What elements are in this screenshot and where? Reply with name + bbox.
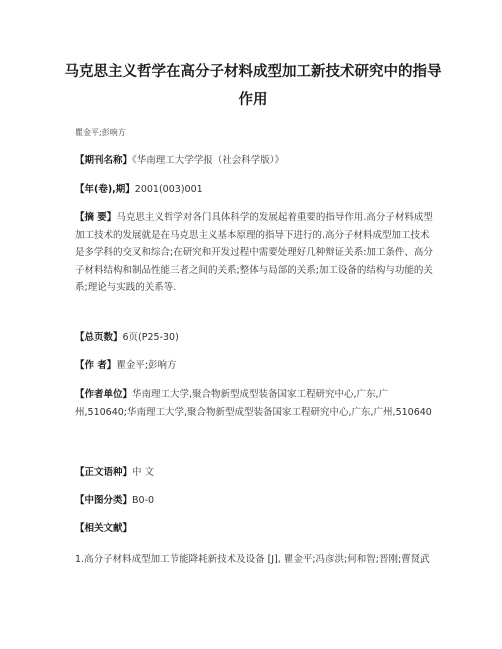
year-value: 2001(003)001 xyxy=(134,184,203,195)
affiliation-label: 【作者单位】 xyxy=(75,389,133,400)
affiliation-value: 华南理工大学,聚合物新型成型装备国家工程研究中心,广东,广州,510640;华南理工大学,聚合物新型成型装备国家工程研究中心,广东,广州,510640 xyxy=(75,389,432,418)
abstract-label: 【摘 要】 xyxy=(75,212,117,223)
year-field xyxy=(75,181,435,199)
authors-value: 瞿金平;彭响方 xyxy=(116,360,177,371)
pages-label: 【总页数】 xyxy=(75,332,123,343)
affiliation-field xyxy=(75,386,435,421)
classification-label: 【中图分类】 xyxy=(75,495,133,506)
year-label: 【年(卷),期】 xyxy=(75,184,135,195)
journal-field xyxy=(75,152,435,170)
classification-value: B0-0 xyxy=(132,495,155,506)
classification-field xyxy=(75,492,435,510)
reference-item[interactable]: 1.高分子材料成型加工节能降耗新技术及设备 [J], 瞿金平;冯彦洪;何和智;晋刚;曹贤武 xyxy=(75,554,430,565)
journal-label: 【期刊名称】 xyxy=(75,155,133,166)
journal-value: 《华南理工大学学报（社会科学版）》 xyxy=(132,155,285,166)
document-title: 马克思主义哲学在高分子材料成型加工新技术研究中的指导作用 xyxy=(64,64,442,108)
abstract-field xyxy=(75,209,435,297)
pages-field xyxy=(75,329,435,347)
related-label: 【相关文献】 xyxy=(75,523,133,534)
author-line: 瞿金平;彭响方 xyxy=(75,128,126,137)
related-heading xyxy=(75,520,435,538)
language-field xyxy=(75,464,435,482)
pages-value: 6页(P25-30) xyxy=(122,332,179,343)
abstract-value: 马克思主义哲学对各门具体科学的发展起着重要的指导作用.高分子材料成型加工技术的发展就是在马克思主义基本原理的指导下进行的.高分子材料成型加工技术是多学科的交叉和综合;在研究和开发过程中需要处理好几种辩证关系:加工条件、高分子材料结构和制品性能三者之间的关系;整体与局部的关系;加工设备的结构与功能的关系;理论与实践的关系等. xyxy=(75,212,433,293)
language-label: 【正文语种】 xyxy=(75,467,133,478)
authors-label: 【作 者】 xyxy=(75,360,117,371)
authors-field xyxy=(75,357,435,375)
language-value: 中 文 xyxy=(132,467,155,478)
